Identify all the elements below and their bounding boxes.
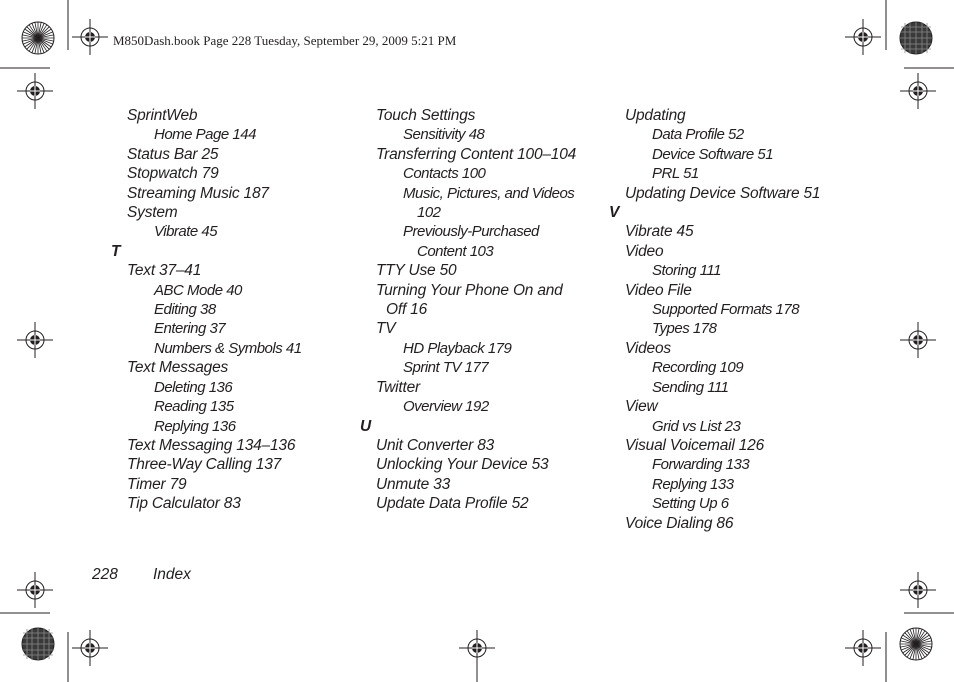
index-entry: Update Data Profile 52 xyxy=(376,495,529,513)
index-entry: Timer 79 xyxy=(127,475,187,493)
index-entry: Unlocking Your Device 53 xyxy=(376,456,549,474)
index-subentry-continuation: 102 xyxy=(417,204,441,222)
index-subentry: Grid vs List 23 xyxy=(652,417,741,435)
index-entry: TTY Use 50 xyxy=(376,262,457,280)
index-entry: SprintWeb xyxy=(127,107,198,124)
index-subentry: Replying 136 xyxy=(154,417,236,435)
index-entry: Text Messaging 134–136 xyxy=(127,436,296,454)
index-entry: Text Messages xyxy=(127,359,229,377)
index-subentry: Overview 192 xyxy=(403,398,489,416)
index-letter-heading: V xyxy=(609,204,620,222)
print-slug-header: M850Dash.book Page 228 Tuesday, September 29, 2009 5:21 PM xyxy=(113,33,457,48)
index-subentry: Sending 111 xyxy=(652,378,729,396)
index-entry: Stopwatch 79 xyxy=(127,165,219,183)
index-subentry: Recording 109 xyxy=(652,359,744,377)
index-subentry-continuation: Content 103 xyxy=(417,242,494,260)
index-entry: Status Bar 25 xyxy=(127,145,219,163)
index-subentry: Entering 37 xyxy=(154,320,226,338)
index-letter-heading: T xyxy=(111,242,121,260)
index-entry: Videos xyxy=(625,339,671,357)
index-entry: Twitter xyxy=(376,378,420,396)
index-subentry: Vibrate 45 xyxy=(154,223,218,241)
index-entry: Visual Voicemail 126 xyxy=(625,436,765,454)
index-subentry: Setting Up 6 xyxy=(652,495,729,513)
page-number: 228 xyxy=(92,566,118,583)
index-subentry: Sprint TV 177 xyxy=(403,359,489,377)
index-subentry: Sensitivity 48 xyxy=(403,126,485,144)
index-subentry: Numbers & Symbols 41 xyxy=(154,339,302,357)
index-entry: Video File xyxy=(625,281,692,299)
index-entry: Updating xyxy=(625,107,686,124)
index-entry-continuation: Off 16 xyxy=(386,301,428,319)
index-entry: TV xyxy=(376,320,396,338)
index-entry: Vibrate 45 xyxy=(625,223,694,241)
index-column-2 xyxy=(359,106,576,514)
index-entry: Streaming Music 187 xyxy=(127,184,269,202)
index-subentry: Home Page 144 xyxy=(154,126,256,144)
index-subentry: Data Profile 52 xyxy=(652,126,744,144)
index-entry: Unmute 33 xyxy=(376,475,451,493)
index-subentry: Storing 111 xyxy=(652,262,721,280)
index-subentry: Previously-Purchased xyxy=(403,223,539,241)
index-subentry: ABC Mode 40 xyxy=(154,281,242,299)
index-subentry: Forwarding 133 xyxy=(652,456,750,474)
index-subentry: Reading 135 xyxy=(154,398,234,416)
index-column-3 xyxy=(608,106,820,533)
index-subentry: Device Software 51 xyxy=(652,145,774,163)
index-entry: Video xyxy=(625,242,664,260)
index-subentry: Contacts 100 xyxy=(403,165,486,183)
index-entry: Touch Settings xyxy=(376,107,476,124)
section-title: Index xyxy=(153,566,191,583)
index-entry: Turning Your Phone On and xyxy=(376,281,563,299)
index-entry: System xyxy=(127,204,178,222)
index-subentry: Music, Pictures, and Videos xyxy=(403,184,575,202)
index-subentry: Deleting 136 xyxy=(154,378,233,396)
index-letter-heading: U xyxy=(360,417,371,435)
index-subentry: HD Playback 179 xyxy=(403,339,512,357)
index-subentry: PRL 51 xyxy=(652,165,699,183)
index-subentry: Replying 133 xyxy=(652,475,734,493)
index-entry: Three-Way Calling 137 xyxy=(127,456,282,474)
index-entry: Transferring Content 100–104 xyxy=(376,145,577,163)
index-column-1 xyxy=(110,106,302,514)
index-subentry: Types 178 xyxy=(652,320,717,338)
index-subentry: Supported Formats 178 xyxy=(652,301,800,319)
index-entry: View xyxy=(625,398,658,416)
index-entry: Voice Dialing 86 xyxy=(625,514,734,532)
index-entry: Text 37–41 xyxy=(127,262,202,280)
index-entry: Unit Converter 83 xyxy=(376,436,495,454)
index-entry: Tip Calculator 83 xyxy=(127,495,241,513)
index-entry: Updating Device Software 51 xyxy=(625,184,821,202)
index-subentry: Editing 38 xyxy=(154,301,216,319)
